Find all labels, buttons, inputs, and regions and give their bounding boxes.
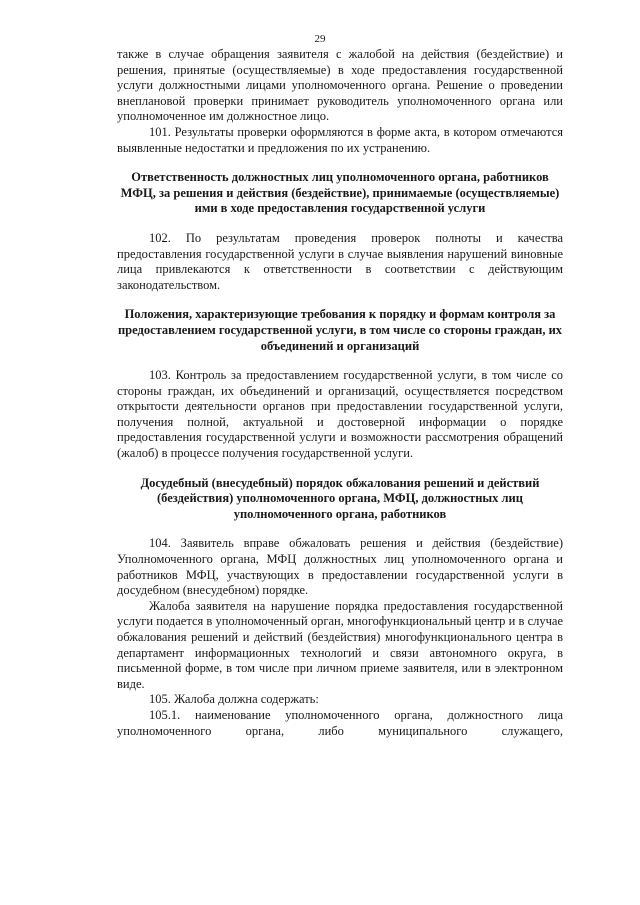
paragraph-101: 101. Результаты проверки оформляются в форме акта, в котором отмечаются выявленные недостатки и предложения по их устранению. [117,124,563,155]
document-body [117,47,563,739]
heading-responsibility: Ответственность должностных лиц уполномоченного органа, работников МФЦ, за решения и действия (бездействие), принимаемые (осуществляемые) ими в ходе предоставления государственной услуги [120,170,560,216]
paragraph-103: 103. Контроль за предоставлением государственной услуги, в том числе со стороны граждан, их объединений и организаций, осуществляется посредством открытости деятельности органов при предоставлении государственной услуги, получения полной, актуальной и достоверной информации о порядке предоставления государственной услуги и возможности рассмотрения обращений (жалоб) в процессе получения государственной услуги. [117,368,563,461]
page-number: 29 [314,33,326,45]
heading-control-provisions: Положения, характеризующие требования к порядку и формам контроля за предоставлением государственной услуги, в том числе со стороны граждан, их объединений и организаций [117,307,563,353]
paragraph-104: 104. Заявитель вправе обжаловать решения и действия (бездействие) Уполномоченного органа, МФЦ должностных лиц уполномоченного органа и работников МФЦ, участвующих в предоставлении государственной услуги в досудебном (внесудебном) порядке. [117,536,563,598]
paragraph-continuation: также в случае обращения заявителя с жалобой на действия (бездействие) и решения, принятые (осуществляемые) в ходе предоставления государственной услуги должностными лицами уполномоченного органа. Решение о проведении внеплановой проверки принимает руководитель уполномоченного органа или уполномоченное им должностное лицо. [117,47,563,124]
paragraph-105-1: 105.1. наименование уполномоченного органа, должностного лица уполномоченного органа, либо муниципального служащего, [117,707,563,738]
paragraph-102: 102. По результатам проведения проверок полноты и качества предоставления государственной услуги в случае выявления нарушений виновные лица привлекаются к ответственности в соответствии с действующим законодательством. [117,230,563,292]
paragraph-104-complaint: Жалоба заявителя на нарушение порядка предоставления государственной услуги подается в уполномоченный орган, многофункциональный центр и в случае обжалования решений и действий (бездействия) многофункционального центра в департамент информационных технологий и связи автономного округа, в письменной форме, в том числе при личном приеме заявителя, или в электронном виде. [117,598,563,691]
paragraph-105: 105. Жалоба должна содержать: [149,692,319,707]
heading-pretrial-appeal: Досудебный (внесудебный) порядок обжалования решений и действий (бездействия) уполномоченного органа, МФЦ, должностных лиц уполномоченного органа, работников [140,475,540,521]
